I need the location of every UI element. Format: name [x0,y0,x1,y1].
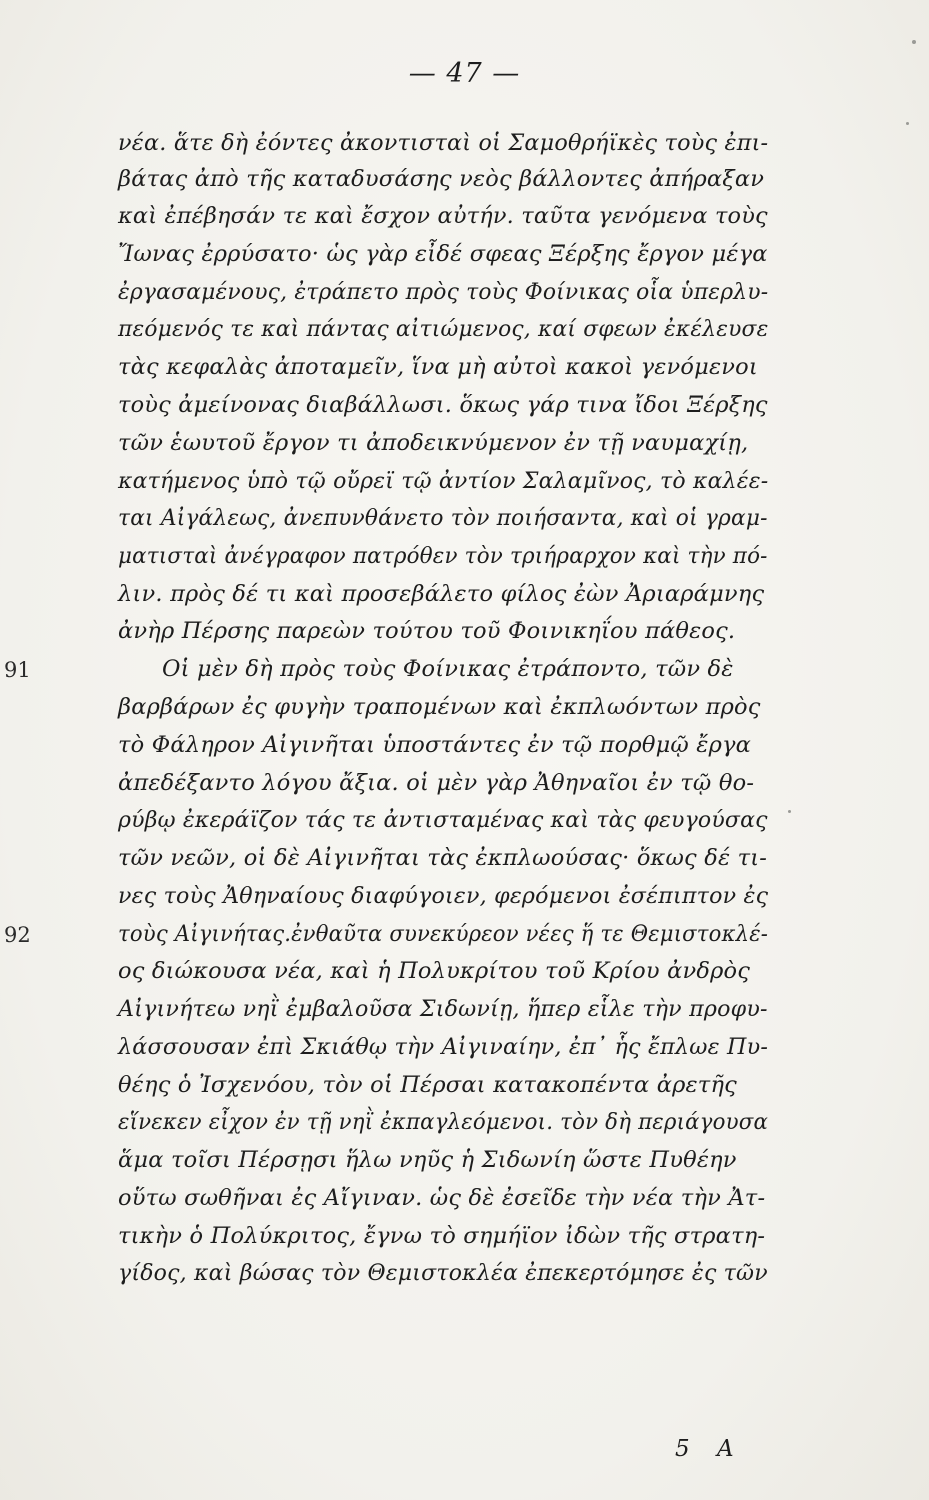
text-line: οὕτω σωθῆναι ἐς Αἴγιναν. ὡς δὲ ἐσεῖδε τὴν νέα τὴν Ἀτ- [118,1185,766,1211]
text-line: βάτας ἀπὸ τῆς καταδυσάσης νεὸς βάλλοντες ἀπήραξαν [118,166,765,192]
text-line: νέα. ἅτε δὴ ἐόντες ἀκοντισταὶ οἱ Σαμοθρήϊκὲς τοὺς ἐπι- [118,130,769,156]
text-line: βαρβάρων ἐς φυγὴν τραπομένων καὶ ἐκπλωόντων πρὸς [118,694,761,720]
text-line: τὰς κεφαλὰς ἀποταμεῖν, ἵνα μὴ αὐτοὶ κακοὶ γενόμενοι [118,354,758,380]
text-line: Ἴωνας ἐρρύσατο· ὡς γὰρ εἶδέ σφεας Ξέρξης ἔργον μέγα [118,241,768,267]
text-line: ος διώκουσα νέα, καὶ ἡ Πολυκρίτου τοῦ Κρίου ἀνδρὸς [118,958,751,984]
text-line: θέης ὁ Ἰσχενόου, τὸν οἱ Πέρσαι κατακοπέντα ἀρετῆς [118,1072,737,1098]
paper-speck [906,122,909,125]
text-line: γίδος, καὶ βώσας τὸν Θεμιστοκλέα ἐπεκερτόμησε ἐς τῶν [118,1260,768,1286]
margin-section-number: 91 [4,658,31,682]
paper-speck [788,810,791,813]
text-line: ἅμα τοῖσι Πέρσῃσι ἥλω νηῦς ἡ Σιδωνίη ὥστε Πυθέην [118,1147,737,1173]
paper-speck [912,40,916,44]
text-line: ἐργασαμένους, ἐτράπετο πρὸς τοὺς Φοίνικας οἷα ὑπερλυ- [118,279,769,305]
text-line: τοὺς ἀμείνονας διαβάλλωσι. ὅκως γάρ τινα ἴδοι Ξέρξης [118,392,768,418]
text-line: τῶν νεῶν, οἱ δὲ Αἰγινῆται τὰς ἐκπλωούσας· ὅκως δέ τι- [118,845,768,871]
text-line: Αἰγινήτεω νηῒ ἐμβαλοῦσα Σιδωνίῃ, ἥπερ εἷλε τὴν προφυ- [118,996,768,1022]
text-line: λιν. πρὸς δέ τι καὶ προσεβάλετο φίλος ἐὼν Ἀριαράμνης [118,581,765,607]
page-number: — 47 — [408,58,521,89]
text-line: τικὴν ὁ Πολύκριτος, ἔγνω τὸ σημήϊον ἰδὼν τῆς στρατη- [118,1223,766,1249]
text-line: λάσσουσαν ἐπὶ Σκιάθῳ τὴν Αἰγιναίην, ἐπ᾽ ἧς ἔπλωε Πυ- [118,1034,769,1060]
printer-signature: 5 A [675,1436,744,1462]
text-line: καὶ ἐπέβησάν τε καὶ ἔσχον αὐτήν. ταῦτα γενόμενα τοὺς [118,203,768,229]
text-line: ται Αἰγάλεως, ἀνεπυνθάνετο τὸν ποιήσαντα, καὶ οἱ γραμ- [118,505,768,531]
text-line: ματισταὶ ἀνέγραφον πατρόθεν τὸν τριήραρχον καὶ τὴν πό- [118,543,768,569]
text-line: τὸ Φάληρον Αἰγινῆται ὑποστάντες ἐν τῷ πορθμῷ ἔργα [118,732,752,758]
text-line: εἵνεκεν εἶχον ἐν τῇ νηῒ ἐκπαγλεόμενοι. τὸν δὴ περιάγουσα [118,1109,769,1135]
text-line: κατήμενος ὑπὸ τῷ οὔρεϊ τῷ ἀντίον Σαλαμῖνος, τὸ καλέε- [118,468,769,494]
text-line: νες τοὺς Ἀθηναίους διαφύγοιεν, φερόμενοι ἐσέπιπτον ἐς [118,883,769,909]
text-line: τῶν ἑωυτοῦ ἔργον τι ἀποδεικνύμενον ἐν τῇ ναυμαχίῃ, [118,430,749,456]
text-line: τοὺς Αἰγινήτας.ἐνθαῦτα συνεκύρεον νέες ἥ τε Θεμιστοκλέ- [118,921,769,947]
text-line: ρύβῳ ἐκεράϊζον τάς τε ἀντισταμένας καὶ τὰς φευγούσας [118,807,768,833]
text-line: ἀνὴρ Πέρσης παρεὼν τούτου τοῦ Φοινικηΐου πάθεος. [118,618,736,644]
text-line: Οἱ μὲν δὴ πρὸς τοὺς Φοίνικας ἐτράποντο, τῶν δὲ [162,656,734,682]
text-line: πεόμενός τε καὶ πάντας αἰτιώμενος, καί σφεων ἐκέλευσε [118,316,769,342]
margin-section-number: 92 [4,923,31,947]
text-line: ἀπεδέξαντο λόγου ἄξια. οἱ μὲν γὰρ Ἀθηναῖοι ἐν τῷ θο- [118,770,755,796]
